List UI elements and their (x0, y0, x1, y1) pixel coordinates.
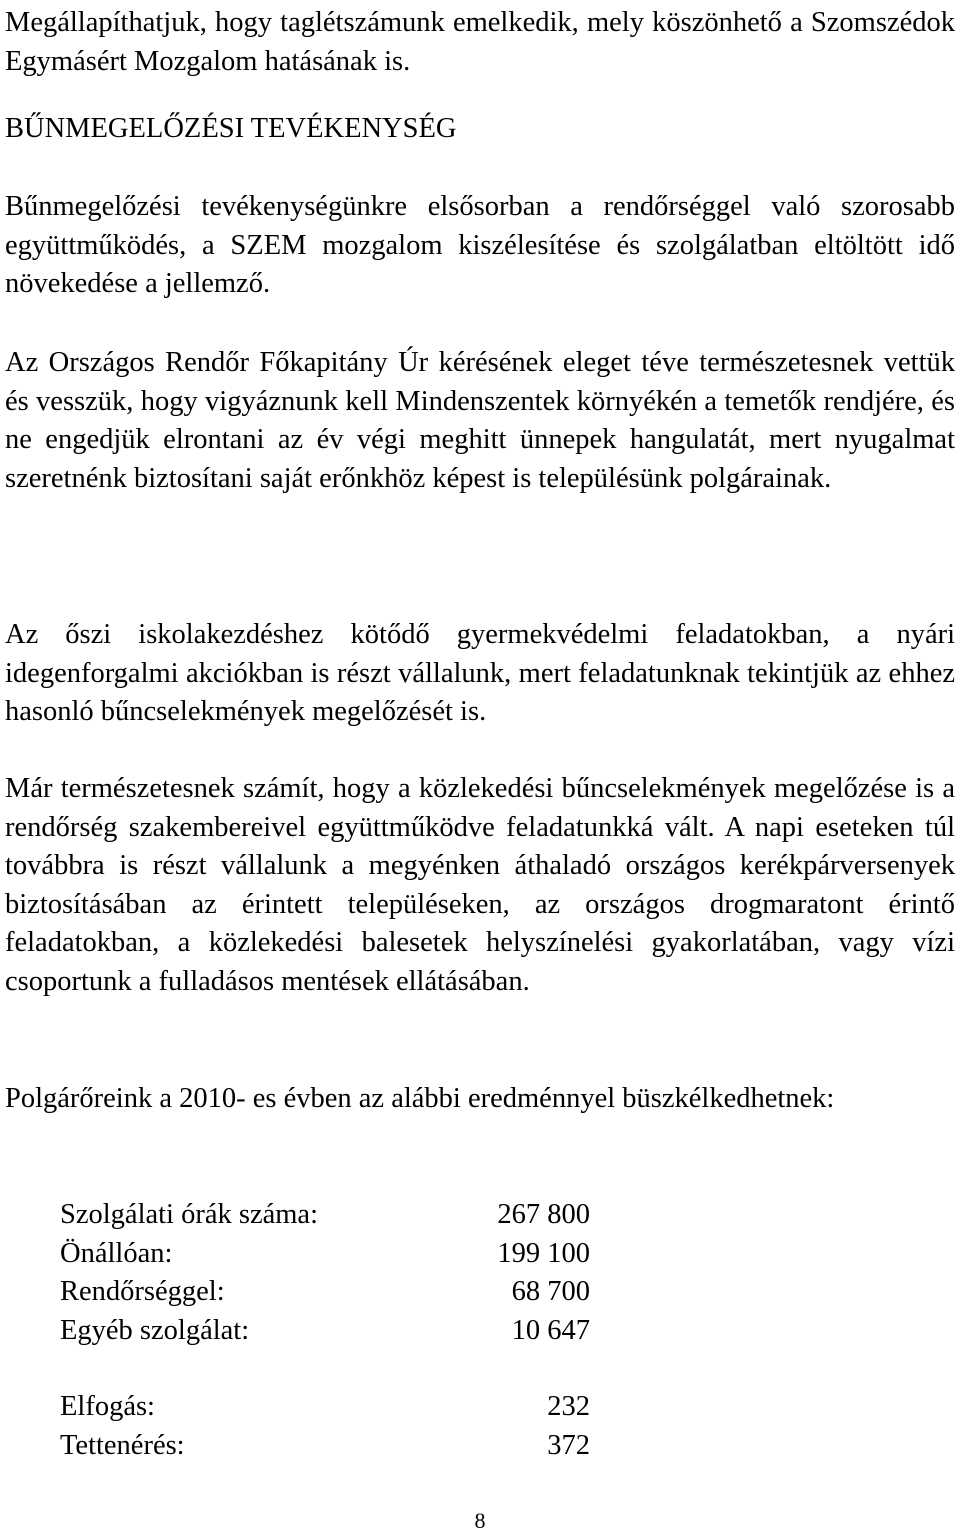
stat-value: 10 647 (511, 1314, 590, 1346)
stat-row (60, 1235, 590, 1274)
stat-label: Önállóan: (60, 1237, 173, 1269)
section-heading: BŰNMEGELŐZÉSI TEVÉKENYSÉG (5, 113, 457, 144)
stats-group-service (60, 1196, 600, 1350)
stat-label: Tettenérés: (60, 1429, 185, 1461)
page-number: 8 (474, 1508, 486, 1533)
stat-value: 267 800 (497, 1199, 590, 1230)
paragraph-5: Polgárőreink a 2010- es évben az alábbi eredménnyel büszkélkedhetnek: (5, 1083, 835, 1114)
stat-row (60, 1273, 590, 1312)
stat-row (60, 1312, 590, 1351)
stat-value: 68 700 (511, 1276, 590, 1308)
stat-label: Egyéb szolgálat: (60, 1314, 250, 1346)
stat-label: Rendőrséggel: (60, 1276, 225, 1308)
stat-row (60, 1196, 590, 1235)
paragraph-1: Bűnmegelőzési tevékenységünkre elsősorban a rendőrséggel való szorosabb együttműködés, a SZEM mozgalom kiszélesítése és szolgálatban eltöltött idő növekedése a jellemző. (5, 191, 955, 300)
stat-row (60, 1388, 590, 1427)
stats-group-results (60, 1388, 600, 1465)
stat-value: 232 (547, 1391, 590, 1422)
stat-row (60, 1427, 590, 1466)
paragraph-2: Az Országos Rendőr Főkapitány Úr kérésének eleget téve természetesnek vettük és vesszük, hogy vigyáznunk kell Mindenszentek környékén a temetők rendjére, és ne engedjük elrontani az év végi meghitt ünnepek hangulatát, mert nyugalmat szeretnénk biztosítani saját erőnkhöz képest is településünk polgárainak. (5, 347, 955, 494)
intro-paragraph: Megállapíthatjuk, hogy taglétszámunk emelkedik, mely köszönhető a Szomszédok Egymásért Mozgalom hatásának is. (5, 7, 955, 77)
stat-label: Elfogás: (60, 1391, 155, 1422)
stat-label: Szolgálati órák száma: (60, 1199, 318, 1230)
stat-value: 372 (547, 1429, 590, 1461)
paragraph-4: Már természetesnek számít, hogy a közlekedési bűncselekmények megelőzése is a rendőrség szakembereivel együttműködve feladatunkká vált. A napi eseteken túl továbbra is részt vállalunk a megyénken áthaladó országos kerékpárversenyek biztosításában az érintett településeken, az országos drogmaratont érintő feladatokban, a közlekedési balesetek helyszínelési gyakorlatában, vagy vízi csoportunk a fulladásos mentések ellátásában. (5, 773, 955, 997)
stat-value: 199 100 (497, 1237, 590, 1269)
paragraph-3: Az őszi iskolakezdéshez kötődő gyermekvédelmi feladatokban, a nyári idegenforgalmi akciókban is részt vállalunk, mert feladatunknak tekintjük az ehhez hasonló bűncselekmények megelőzését is. (5, 619, 955, 728)
